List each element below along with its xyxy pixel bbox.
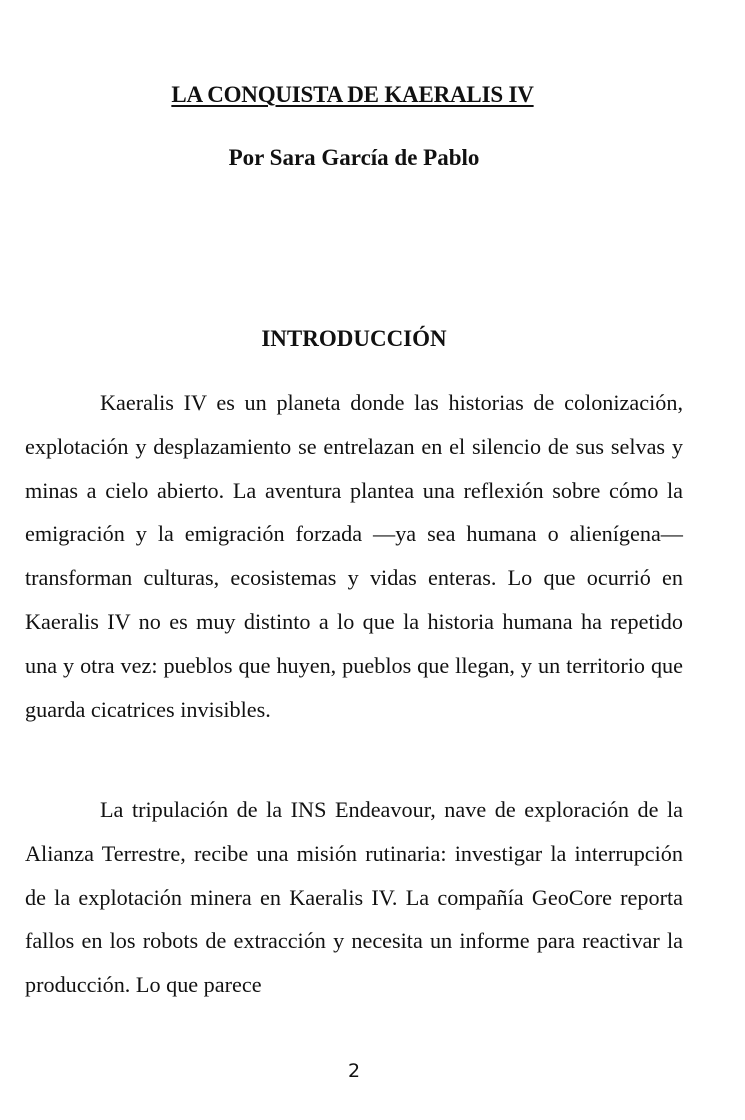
- document-title: [0, 82, 705, 108]
- document-title-text: LA CONQUISTA DE KAERALIS IV: [171, 82, 534, 107]
- page-number: 2: [347, 1060, 361, 1082]
- author-line: Por Sara García de Pablo: [228, 145, 480, 170]
- section-heading: INTRODUCCIÓN: [261, 326, 447, 351]
- paragraph: Kaeralis IV es un planeta donde las historias de colonización, explotación y desplazamiento se entrelazan en el silencio de sus selvas y minas a cielo abierto. La aventura plantea una reflexión sobre cómo la emigración y la emigración forzada —ya sea humana o alienígena— transforman culturas, ecosistemas y vidas enteras. Lo que ocurrió en Kaeralis IV no es muy distinto a lo que la historia humana ha repetido una y otra vez: pueblos que huyen, pueblos que llegan, y un territorio que guarda cicatrices invisibles.: [25, 390, 683, 722]
- paragraph-block: [25, 788, 683, 1007]
- paragraph: La tripulación de la INS Endeavour, nave de exploración de la Alianza Terrestre, recibe una misión rutinaria: investigar la interrupción de la explotación minera en Kaeralis IV. La compañía GeoCore reporta fallos en los robots de extracción y necesita un informe para reactivar la producción. Lo que parece: [25, 797, 683, 998]
- paragraph-block: [25, 381, 683, 731]
